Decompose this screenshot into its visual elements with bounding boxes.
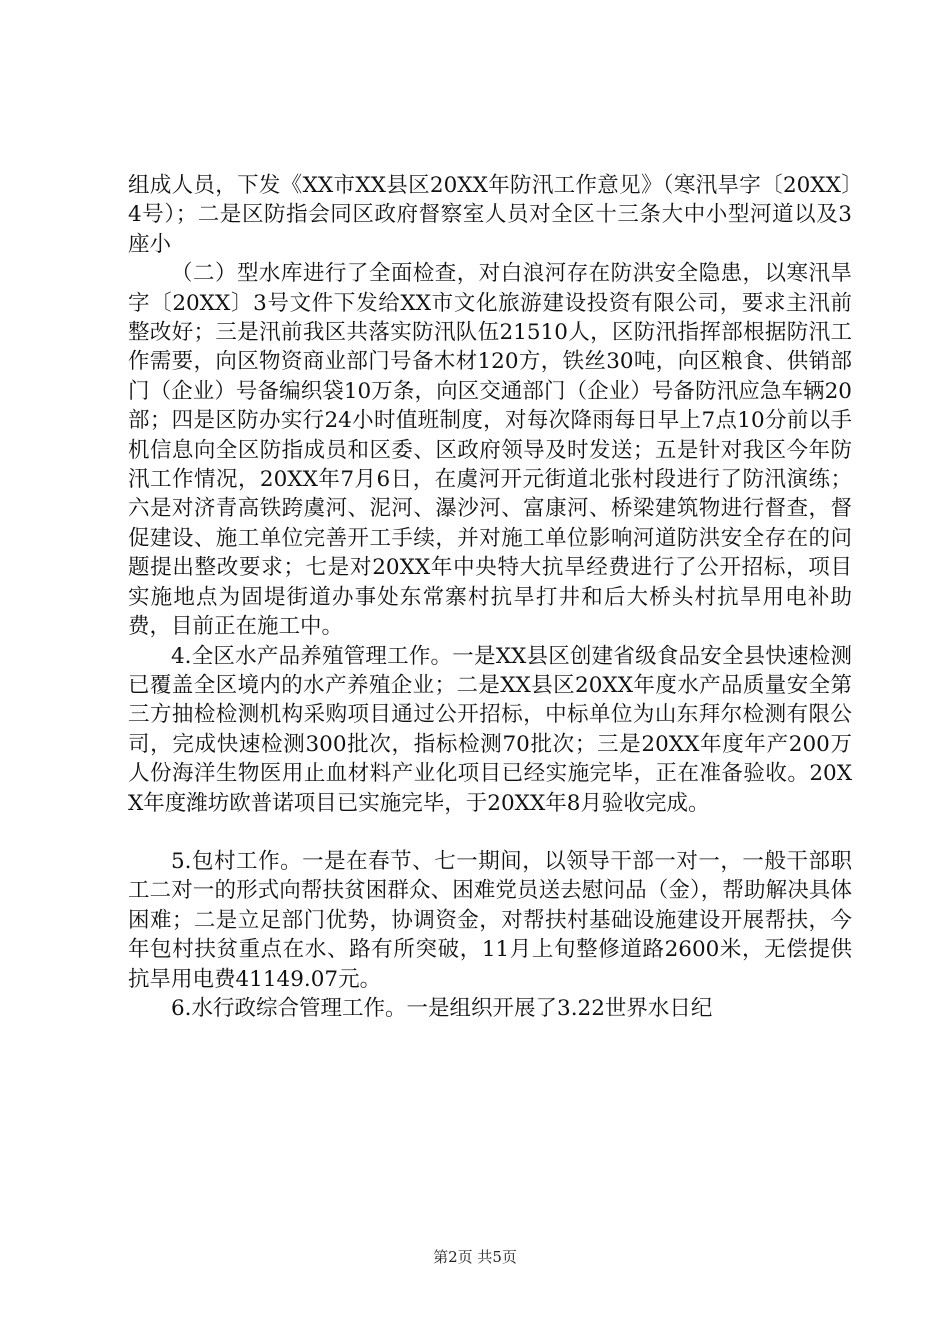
paragraph-3: 4.全区水产品养殖管理工作。一是XX县区创建省级食品安全县快速检测已覆盖全区境内的水产养殖企业；二是XX县区20XX年度水产品质量安全第三方抽检检测机构采购项目通过公开招标，中标单位为山东拜尔检测有限公司，完成快速检测300批次，指标检测70批次；三是20XX年度年产200万人份海洋生物医用止血材料产业化项目已经实施完毕，正在准备验收。20XX年度潍坊欧普诺项目已实施完毕，于20XX年8月验收完成。 [128, 643, 852, 816]
paragraph-2: （二）型水库进行了全面检查，对白浪河存在防洪安全隐患，以寒汛旱字〔20XX〕3号文件下发给XX市文化旅游建设投资有限公司，要求主汛前整改好；三是汛前我区共落实防汛队伍21510人，区防汛指挥部根据防汛工作需要，向区物资商业部门号备木材120方，铁丝30吨，向区粮食、供销部门（企业）号备编织袋10万条，向区交通部门（企业）号备防汛应急车辆20部；四是区防办实行24小时值班制度，对每次降雨每日早上7点10分前以手机信息向全区防指成员和区委、区政府领导及时发送；五是针对我区今年防汛工作情况，20XX年7月6日，在虞河开元街道北张村段进行了防汛演练；六是对济青高铁跨虞河、泥河、瀑沙河、富康河、桥梁建筑物进行督查，督促建设、施工单位完善开工手续，并对施工单位影响河道防洪安全存在的问题提出整改要求；七是对20XX年中央特大抗旱经费进行了公开招标，项目实施地点为固堤街道办事处东常寨村抗旱打井和后大桥头村抗旱用电补助费，目前正在施工中。 [128, 261, 852, 640]
document-body [128, 171, 852, 1023]
page-number-footer: 第2页 共5页 [433, 1248, 517, 1266]
paragraph-4: 5.包村工作。一是在春节、七一期间，以领导干部一对一，一般干部职工二对一的形式向帮扶贫困群众、困难党员送去慰问品（金），帮助解决具体困难；二是立足部门优势，协调资金，对帮扶村基础设施建设开展帮扶，今年包村扶贫重点在水、路有所突破，11月上旬整修道路2600米，无偿提供抗旱用电费41149.07元。 [128, 848, 852, 992]
paragraph-1: 组成人员，下发《XX市XX县区20XX年防汛工作意见》（寒汛旱字〔20XX〕4号）；二是区防指会同区政府督察室人员对全区十三条大中小型河道以及3座小 [128, 173, 852, 257]
paragraph-5: 6.水行政综合管理工作。一是组织开展了3.22世界水日纪 [171, 995, 713, 1021]
